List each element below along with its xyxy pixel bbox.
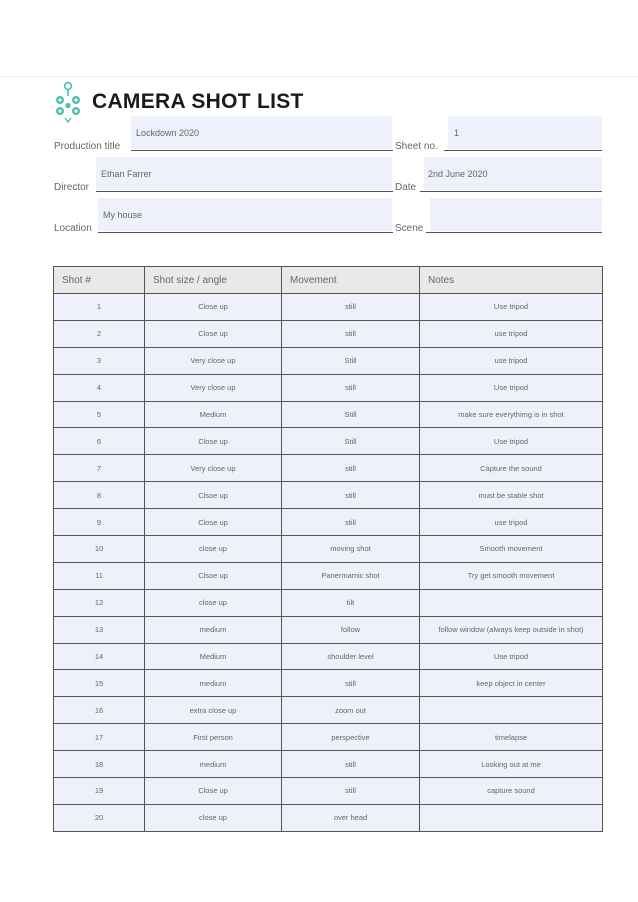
date-underline: [420, 191, 602, 192]
notes-cell[interactable]: follow window (always keep outside in shot): [420, 616, 603, 643]
shot-number-cell[interactable]: 16: [54, 697, 145, 724]
notes-cell[interactable]: use tripod: [420, 347, 603, 374]
shot-number-cell[interactable]: 1: [54, 294, 145, 321]
notes-cell[interactable]: use tripod: [420, 320, 603, 347]
notes-cell[interactable]: make sure everythimg is in shot: [420, 401, 603, 428]
director-underline: [96, 191, 393, 192]
notes-cell[interactable]: Use tripod: [420, 643, 603, 670]
movement-cell[interactable]: still: [282, 670, 420, 697]
shot-rows: [54, 294, 603, 832]
notes-cell[interactable]: Try get smooth movement: [420, 562, 603, 589]
production-title-label: Production title: [54, 141, 121, 152]
shot-number-cell[interactable]: 7: [54, 455, 145, 482]
scene-field[interactable]: [430, 198, 602, 231]
page-title: CAMERA SHOT LIST: [92, 90, 304, 113]
shot-size-cell[interactable]: Close up: [145, 778, 282, 805]
movement-cell[interactable]: zoom out: [282, 697, 420, 724]
table-row: [54, 724, 603, 751]
movement-cell[interactable]: moving shot: [282, 536, 420, 563]
table-header-row: [54, 267, 603, 294]
location-label: Location: [54, 223, 92, 234]
shot-number-cell[interactable]: 6: [54, 428, 145, 455]
shot-number-cell[interactable]: 14: [54, 643, 145, 670]
notes-cell[interactable]: Use tripod: [420, 294, 603, 321]
table-row: [54, 374, 603, 401]
sheet-no-underline: [444, 150, 602, 151]
location-field[interactable]: [98, 198, 392, 231]
notes-cell[interactable]: [420, 589, 603, 616]
shot-number-cell[interactable]: 15: [54, 670, 145, 697]
table-row: [54, 751, 603, 778]
director-label: Director: [54, 182, 90, 193]
location-underline: [98, 232, 393, 233]
shot-number-cell[interactable]: 2: [54, 320, 145, 347]
production-title-value: Lockdown 2020: [136, 128, 200, 138]
shot-number-cell[interactable]: 20: [54, 804, 145, 831]
movement-cell[interactable]: still: [282, 751, 420, 778]
date-label: Date: [395, 182, 417, 193]
table-row: [54, 347, 603, 374]
shot-size-cell[interactable]: Close up: [145, 428, 282, 455]
movement-cell[interactable]: still: [282, 320, 420, 347]
notes-cell[interactable]: Use tripod: [420, 374, 603, 401]
scene-label: Scene: [395, 223, 424, 234]
notes-cell[interactable]: keep object in center: [420, 670, 603, 697]
movement-cell[interactable]: Panermamic shot: [282, 562, 420, 589]
shot-size-cell[interactable]: close up: [145, 536, 282, 563]
shot-size-cell[interactable]: Clsoe up: [145, 562, 282, 589]
movement-cell[interactable]: follow: [282, 616, 420, 643]
production-title-underline: [131, 150, 393, 151]
notes-cell[interactable]: [420, 697, 603, 724]
shot-size-cell[interactable]: close up: [145, 589, 282, 616]
top-divider: [0, 76, 638, 77]
sheet-no-value: 1: [454, 128, 460, 138]
notes-cell[interactable]: must be stable shot: [420, 482, 603, 509]
movement-cell[interactable]: still: [282, 482, 420, 509]
notes-cell[interactable]: timelapse: [420, 724, 603, 751]
notes-cell[interactable]: [420, 804, 603, 831]
sheet-no-label: Sheet no.: [395, 141, 438, 152]
scene-underline: [426, 232, 602, 233]
camera-logo-icon: [52, 80, 84, 124]
table-row: [54, 616, 603, 643]
movement-cell[interactable]: Still: [282, 347, 420, 374]
table-row: [54, 643, 603, 670]
notes-cell[interactable]: capture sound: [420, 778, 603, 805]
shot-number-cell[interactable]: 4: [54, 374, 145, 401]
shot-number-cell[interactable]: 11: [54, 562, 145, 589]
table-row: [54, 536, 603, 563]
shot-number-cell[interactable]: 5: [54, 401, 145, 428]
movement-cell[interactable]: shoulder level: [282, 643, 420, 670]
column-header-notes: Notes: [420, 267, 603, 294]
shot-number-cell[interactable]: 8: [54, 482, 145, 509]
table-row: [54, 509, 603, 536]
movement-cell[interactable]: Still: [282, 428, 420, 455]
shot-size-cell[interactable]: medium: [145, 670, 282, 697]
notes-cell[interactable]: use tripod: [420, 509, 603, 536]
shot-number-cell[interactable]: 9: [54, 509, 145, 536]
shot-number-cell[interactable]: 12: [54, 589, 145, 616]
notes-cell[interactable]: Use tripod: [420, 428, 603, 455]
movement-cell[interactable]: still: [282, 455, 420, 482]
column-header-shot-size: Shot size / angle: [145, 267, 282, 294]
movement-cell[interactable]: tilt: [282, 589, 420, 616]
notes-cell[interactable]: Looking out at me: [420, 751, 603, 778]
shot-list-table: [53, 266, 603, 832]
table-row: [54, 562, 603, 589]
shot-size-cell[interactable]: Very close up: [145, 455, 282, 482]
table-row: [54, 697, 603, 724]
column-header-movement: Movement: [282, 267, 420, 294]
notes-cell[interactable]: Capture the sound: [420, 455, 603, 482]
shot-number-cell[interactable]: 3: [54, 347, 145, 374]
shot-size-cell[interactable]: Medium: [145, 643, 282, 670]
shot-size-cell[interactable]: Clsoe up: [145, 482, 282, 509]
shot-size-cell[interactable]: medium: [145, 616, 282, 643]
table-row: [54, 804, 603, 831]
shot-number-cell[interactable]: 17: [54, 724, 145, 751]
column-header-shot-number: Shot #: [54, 267, 145, 294]
shot-size-cell[interactable]: Close up: [145, 294, 282, 321]
shot-size-cell[interactable]: medium: [145, 751, 282, 778]
movement-cell[interactable]: over head: [282, 804, 420, 831]
shot-size-cell[interactable]: Close up: [145, 509, 282, 536]
table-row: [54, 401, 603, 428]
sheet-no-field[interactable]: [448, 116, 602, 149]
shot-size-cell[interactable]: extra close up: [145, 697, 282, 724]
table-row: [54, 670, 603, 697]
shot-size-cell[interactable]: Medium: [145, 401, 282, 428]
table-row: [54, 589, 603, 616]
table-row: [54, 778, 603, 805]
movement-cell[interactable]: still: [282, 374, 420, 401]
shot-number-cell[interactable]: 10: [54, 536, 145, 563]
shot-size-cell[interactable]: Very close up: [145, 347, 282, 374]
shot-number-cell[interactable]: 19: [54, 778, 145, 805]
table-row: [54, 294, 603, 321]
movement-cell[interactable]: still: [282, 509, 420, 536]
table-row: [54, 482, 603, 509]
table-row: [54, 320, 603, 347]
shot-size-cell[interactable]: First person: [145, 724, 282, 751]
location-value: My house: [103, 210, 143, 220]
shot-number-cell[interactable]: 13: [54, 616, 145, 643]
date-value: 2nd June 2020: [428, 169, 488, 179]
notes-cell[interactable]: Smooth movement: [420, 536, 603, 563]
movement-cell[interactable]: Still: [282, 401, 420, 428]
movement-cell[interactable]: perspective: [282, 724, 420, 751]
shot-size-cell[interactable]: Very close up: [145, 374, 282, 401]
shot-size-cell[interactable]: close up: [145, 804, 282, 831]
shot-number-cell[interactable]: 18: [54, 751, 145, 778]
movement-cell[interactable]: still: [282, 778, 420, 805]
movement-cell[interactable]: still: [282, 294, 420, 321]
table-row: [54, 428, 603, 455]
shot-size-cell[interactable]: Close up: [145, 320, 282, 347]
director-value: Ethan Farrer: [101, 169, 152, 179]
table-row: [54, 455, 603, 482]
